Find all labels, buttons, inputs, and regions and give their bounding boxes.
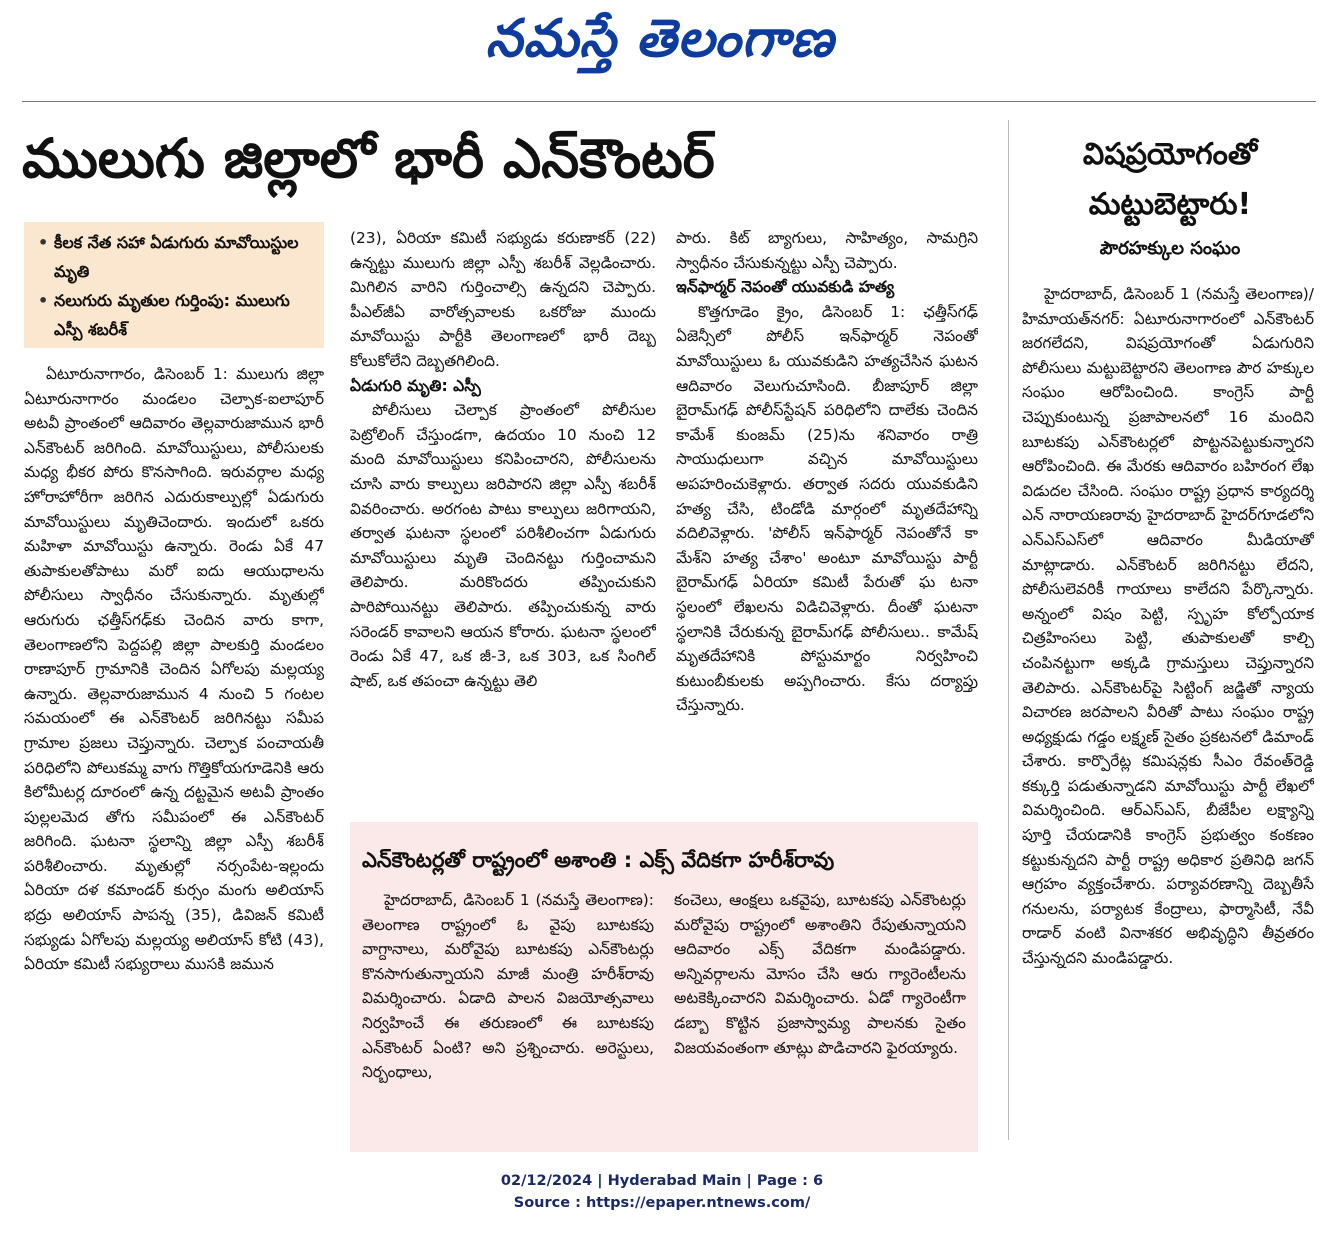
- article-paragraph: (23), ఏరియా కమిటీ సభ్యుడు కరుణాకర్ (22) ఉన్నట్టు ములుగు జిల్లా ఎస్పీ శబరీశ్ వెల్లడించారు. మిగిలిన వారిని గుర్తించాల్సి ఉన్నదని చెప్పారు. పీఎల్‌జీఏ వారోత్సవాలకు ఒకరోజు ముందు మావోయిస్టు పార్టీకి తెలంగాణలో భారీ దెబ్బ కోలుకోలేని దెబ్బతగిలింది.: [350, 229, 656, 370]
- highlight-item-2: • నలుగురు మృతుల గుర్తింపు: ములుగు ఎస్పీ శబరీశ్: [38, 286, 314, 344]
- masthead-divider: [22, 101, 1316, 102]
- article-paragraph: పోలీసులు చెల్పాక ప్రాంతంలో పోలీసుల పెట్రోలింగ్ చేస్తుండగా, ఉదయం 10 నుంచి 12 మంది మావోయిస్టులు కనిపించారని, పోలీసులను చూసి వారు కాల్పులు జరిపారని జిల్లా ఎస్పీ శబరీశ్ వివరించారు. అరగంట పాటు కాల్పులు జరిగాయని, తర్వాత ఘటనా స్థలంలో పరిశీలించగా ఏడుగురు మావోయిస్టులు మృతి చెందినట్టు గుర్తించామని తెలిపారు. మరికొందరు తప్పించుకుని పారిపోయినట్టు తెలిపారు. తప్పించుకున్న వారు సరెండర్ కావాలని ఆయన కోరారు. ఘటనా స్థలంలో రెండు ఏకే 47, ఒక జీ-3, ఒక 303, ఒక సింగిల్ షాట్, ఒక తపంచా ఉన్నట్టు తెలి: [350, 401, 656, 690]
- section-subhead-informer: ఇన్‌ఫార్మర్ నెపంతో యువకుడి హత్య: [676, 278, 895, 297]
- sidebar-headline: [1030, 130, 1310, 230]
- box-column-2: [674, 888, 966, 1138]
- sidebar-column: [1022, 282, 1314, 1142]
- section-subhead-sp: ఏడుగురి మృతి: ఎస్పీ: [350, 376, 481, 395]
- box-headline: ఎన్‌కౌంటర్లతో రాష్ట్రంలో అశాంతి : ఎక్స్ వేదికగా హరీశ్‌రావు: [362, 848, 835, 872]
- article-column-1: [24, 362, 324, 1134]
- main-headline: ములుగు జిల్లాలో భారీ ఎన్‌కౌంటర్: [22, 127, 715, 190]
- masthead: [0, 0, 1324, 100]
- box-column-1: [362, 888, 654, 1138]
- article-paragraph: హైదరాబాద్, డిసెంబర్ 1 (నమస్తే తెలంగాణ)/హిమాయత్‌నగర్: ఏటూరునాగారంలో ఎన్‌కౌంటర్ జరగలేదని, విషప్రయోగంతో ఏడుగురిని పోలీసులు మట్టుబెట్టారని తెలంగాణ పౌర హక్కుల సంఘం ఆరోపించింది. కాంగ్రెస్ పార్టీ చెప్పుకుంటున్న ప్రజాపాలనలో 16 మందిని బూటకపు ఎన్‌కౌంటర్లలో పొట్టనపెట్టుకున్నారని ఆరోపించింది. ఈ మేరకు ఆదివారం బహిరంగ లేఖ విడుదల చేసింది. సంఘం రాష్ట్ర ప్రధాన కార్యదర్శి ఎన్ నారాయణరావు హైదరాబాద్ హైదర్‌గూడలోని ఎన్‌ఎస్‌ఎస్‌లో ఆదివారం మీడియాతో మాట్లాడారు. ఎన్‌కౌంటర్ జరిగినట్టు లేదని, పోలీసులెవరికీ గాయాలు కాలేదని పేర్కొన్నారు. అన్నంలో విషం పెట్టి, స్పృహ కోల్పోయాక చిత్రహింసలు పెట్టి, తుపాకులతో కాల్చి చంపినట్టుగా అక్కడి గ్రామస్తులు చెప్తున్నారని తెలిపారు. ఎన్‌కౌంటర్‌పై సిట్టింగ్ జడ్జితో న్యాయ విచారణ జరపాలని వీరితో పాటు సంఘం రాష్ట్ర అధ్యక్షుడు గడ్డం లక్ష్మణ్ సైతం ప్రకటనలో డిమాండ్ చేశారు. కార్పొరేట్ల కమిషన్లకు సీఎం రేవంత్‌రెడ్డి కక్కుర్తి పడుతున్నాడని మావోయిస్టు పార్టీ లేఖలో విమర్శించింది. ఆర్‌ఎస్‌ఎస్, బీజేపీల లక్ష్యాన్ని పూర్తి చేయడానికి కాంగ్రెస్ ప్రభుత్వం కంకణం కట్టుకున్నదని పార్టీ రాష్ట్ర అధికార ప్రతినిధి జగన్ ఆగ్రహం వ్యక్తంచేశారు. పర్యావరణాన్ని దెబ్బతీసే గనులను, పర్యాటక కేంద్రాలు, ఫార్మాసిటీ, నేవీ రాడార్ వంటి వినాశకర అభివృద్ధిని తీవ్రతరం చేస్తున్నదని మండిపడ్డారు.: [1022, 285, 1314, 968]
- article-column-2: [350, 226, 656, 806]
- highlights-box: [24, 222, 324, 348]
- article-paragraph: కొత్తగూడెం క్రైం, డిసెంబర్ 1: ఛత్తీస్‌గఢ్ ఏజెన్సీలో పోలీస్ ఇన్‌ఫార్మర్ నెపంతో మావోయిస్టులు ఓ యువకుడిని హత్యచేసిన ఘటన ఆదివారం వెలుగుచూసింది. బీజాపూర్ జిల్లా బైరామ్‌గఢ్ పోలీస్‌స్టేషన్ పరిధిలోని దాలేకు చెందిన కామేశ్ కుంజమ్ (25)ను శనివారం రాత్రి సాయుధులుగా వచ్చిన మావోయిస్టులు అపహరించుకెళ్లారు. తర్వాత సదరు యువకుడిని హత్య చేసి, టిండోడి మార్గంలో మృతదేహాన్ని వదిలివెళ్లారు. 'పోలీస్ ఇన్‌ఫార్మర్ నెపంతోనే కా మేశ్‌ని హత్య చేశాం' అంటూ మావోయిస్టు పార్టీ బైరామ్‌గఢ్ ఏరియా కమిటీ పేరుతో ఘ టనా స్థలంలో లేఖలను విడిచివెళ్లారు. దీంతో ఘటనా స్థలానికి చేరుకున్న బైరామ్‌గఢ్ పోలీసులు.. కామేష్ మృతదేహానికి పోస్టుమార్టం నిర్వహించి కుటుంబీకులకు అప్పగించారు. కేసు దర్యాప్తు చేస్తున్నారు.: [676, 302, 978, 715]
- sidebar-headline-line1: విషప్రయోగంతో: [1082, 137, 1258, 172]
- column-divider: [1008, 120, 1009, 1140]
- highlight-item-1: • కీలక నేత సహా ఏడుగురు మావోయిస్టుల మృతి: [38, 228, 314, 286]
- footer-source-link[interactable]: Source : https://epaper.ntnews.com/: [513, 1195, 811, 1211]
- footer-date-edition: 02/12/2024 | Hyderabad Main | Page : 6: [500, 1173, 824, 1189]
- article-paragraph: హైదరాబాద్, డిసెంబర్ 1 (నమస్తే తెలంగాణ): తెలంగాణ రాష్ట్రంలో ఓ వైపు బూటకపు వాగ్దానాలు, మరోవైపు బూటకపు ఎన్‌కౌంటర్లు కొనసాగుతున్నాయని మాజీ మంత్రి హరీశ్‌రావు విమర్శించారు. ఏడాది పాలన విజయోత్సవాలు నిర్వహించే ఈ తరుణంలో ఈ బూటకపు ఎన్‌కౌంటర్ ఏంటి? అని ప్రశ్నించారు. అరెస్టులు, నిర్బంధాలు,: [362, 891, 654, 1082]
- newspaper-logo: నమస్తే తెలంగాణ: [485, 8, 835, 69]
- article-paragraph: కంచెలు, ఆంక్షలు ఒకవైపు, బూటకపు ఎన్‌కౌంటర్లు మరోవైపు రాష్ట్రంలో అశాంతిని రేపుతున్నాయని ఆదివారం ఎక్స్ వేదికగా మండిపడ్డారు. అన్నివర్గాలను మోసం చేసి ఆరు గ్యారెంటీలను అటకెక్కించారని విమర్శించారు. ఏడో గ్యారెంటీగా డబ్బా కొట్టిన ప్రజాస్వామ్య పాలనకు సైతం విజయవంతంగా తూట్లు పొడిచారని ఫైరయ్యారు.: [674, 891, 966, 1057]
- sidebar-subtitle: పౌరహక్కుల సంఘం: [1099, 238, 1241, 259]
- article-paragraph: ఏటూరునాగారం, డిసెంబర్ 1: ములుగు జిల్లా ఏటూరునాగారం మండలం చెల్పాక-ఐలాపూర్ అటవీ ప్రాంతంలో ఆదివారం తెల్లవారుజామున భారీ ఎన్‌కౌంటర్ జరిగింది. మావోయిస్టులు, పోలీసులకు మధ్య భీకర పోరు కొనసాగింది. ఇరువర్గాల మధ్య హోరాహోరీగా జరిగిన ఎదురుకాల్పుల్లో ఏడుగురు మావోయిస్టులు మృతిచెందారు. ఇందులో ఒకరు మహిళా మావోయిస్టు ఉన్నారు. రెండు ఏకే 47 తుపాకులతోపాటు మరో ఐదు ఆయుధాలను పోలీసులు స్వాధీనం చేసుకున్నారు. మృతుల్లో ఆరుగురు ఛత్తీస్‌గఢ్‌కు చెందిన వారు కాగా, తెలంగాణలోని పెద్దపల్లి జిల్లా పాలకుర్తి మండలం రాణాపూర్ గ్రామానికి చెందిన ఏగోలపు మల్లయ్య ఉన్నారు. తెల్లవారుజామున 4 నుంచి 5 గంటల సమయంలో ఈ ఎన్‌కౌంటర్ జరిగినట్టు సమీప గ్రామాల ప్రజలు చెప్తున్నారు. చెల్పాక పంచాయతీ పరిధిలోని పోలుకమ్మ వాగు గొత్తికోయగూడెనికి ఆరు కిలోమీటర్ల దూరంలో ఉన్న దట్టమైన అటవీ ప్రాంతం పుల్లలమెద తోగు సమీపంలో ఈ ఎన్‌కౌంటర్ జరిగింది. ఘటనా స్థలాన్ని జిల్లా ఎస్పీ శబరీశ్ పరిశీలించారు. మృతుల్లో నర్సంపేట-ఇల్లందు ఏరియా దళ కమాండర్ కుర్సం మంగు అలియాస్ భద్రు అలియాస్ పాపన్న (35), డివిజన్ కమిటీ సభ్యుడు ఏగోలపు మల్లయ్య అలియాస్ కోటి (43), ఏరియా కమిటీ సభ్యురాలు ముసకి జమున: [24, 365, 324, 974]
- article-column-3: [676, 226, 978, 806]
- sidebar-headline-line2: మట్టుబెట్టారు!: [1088, 187, 1252, 222]
- article-paragraph: పారు. కిట్ బ్యాగులు, సాహిత్యం, సామగ్రిని స్వాధీనం చేసుకున్నట్టు ఎస్పీ చెప్పారు.: [676, 229, 978, 272]
- page-footer: [0, 1170, 1324, 1214]
